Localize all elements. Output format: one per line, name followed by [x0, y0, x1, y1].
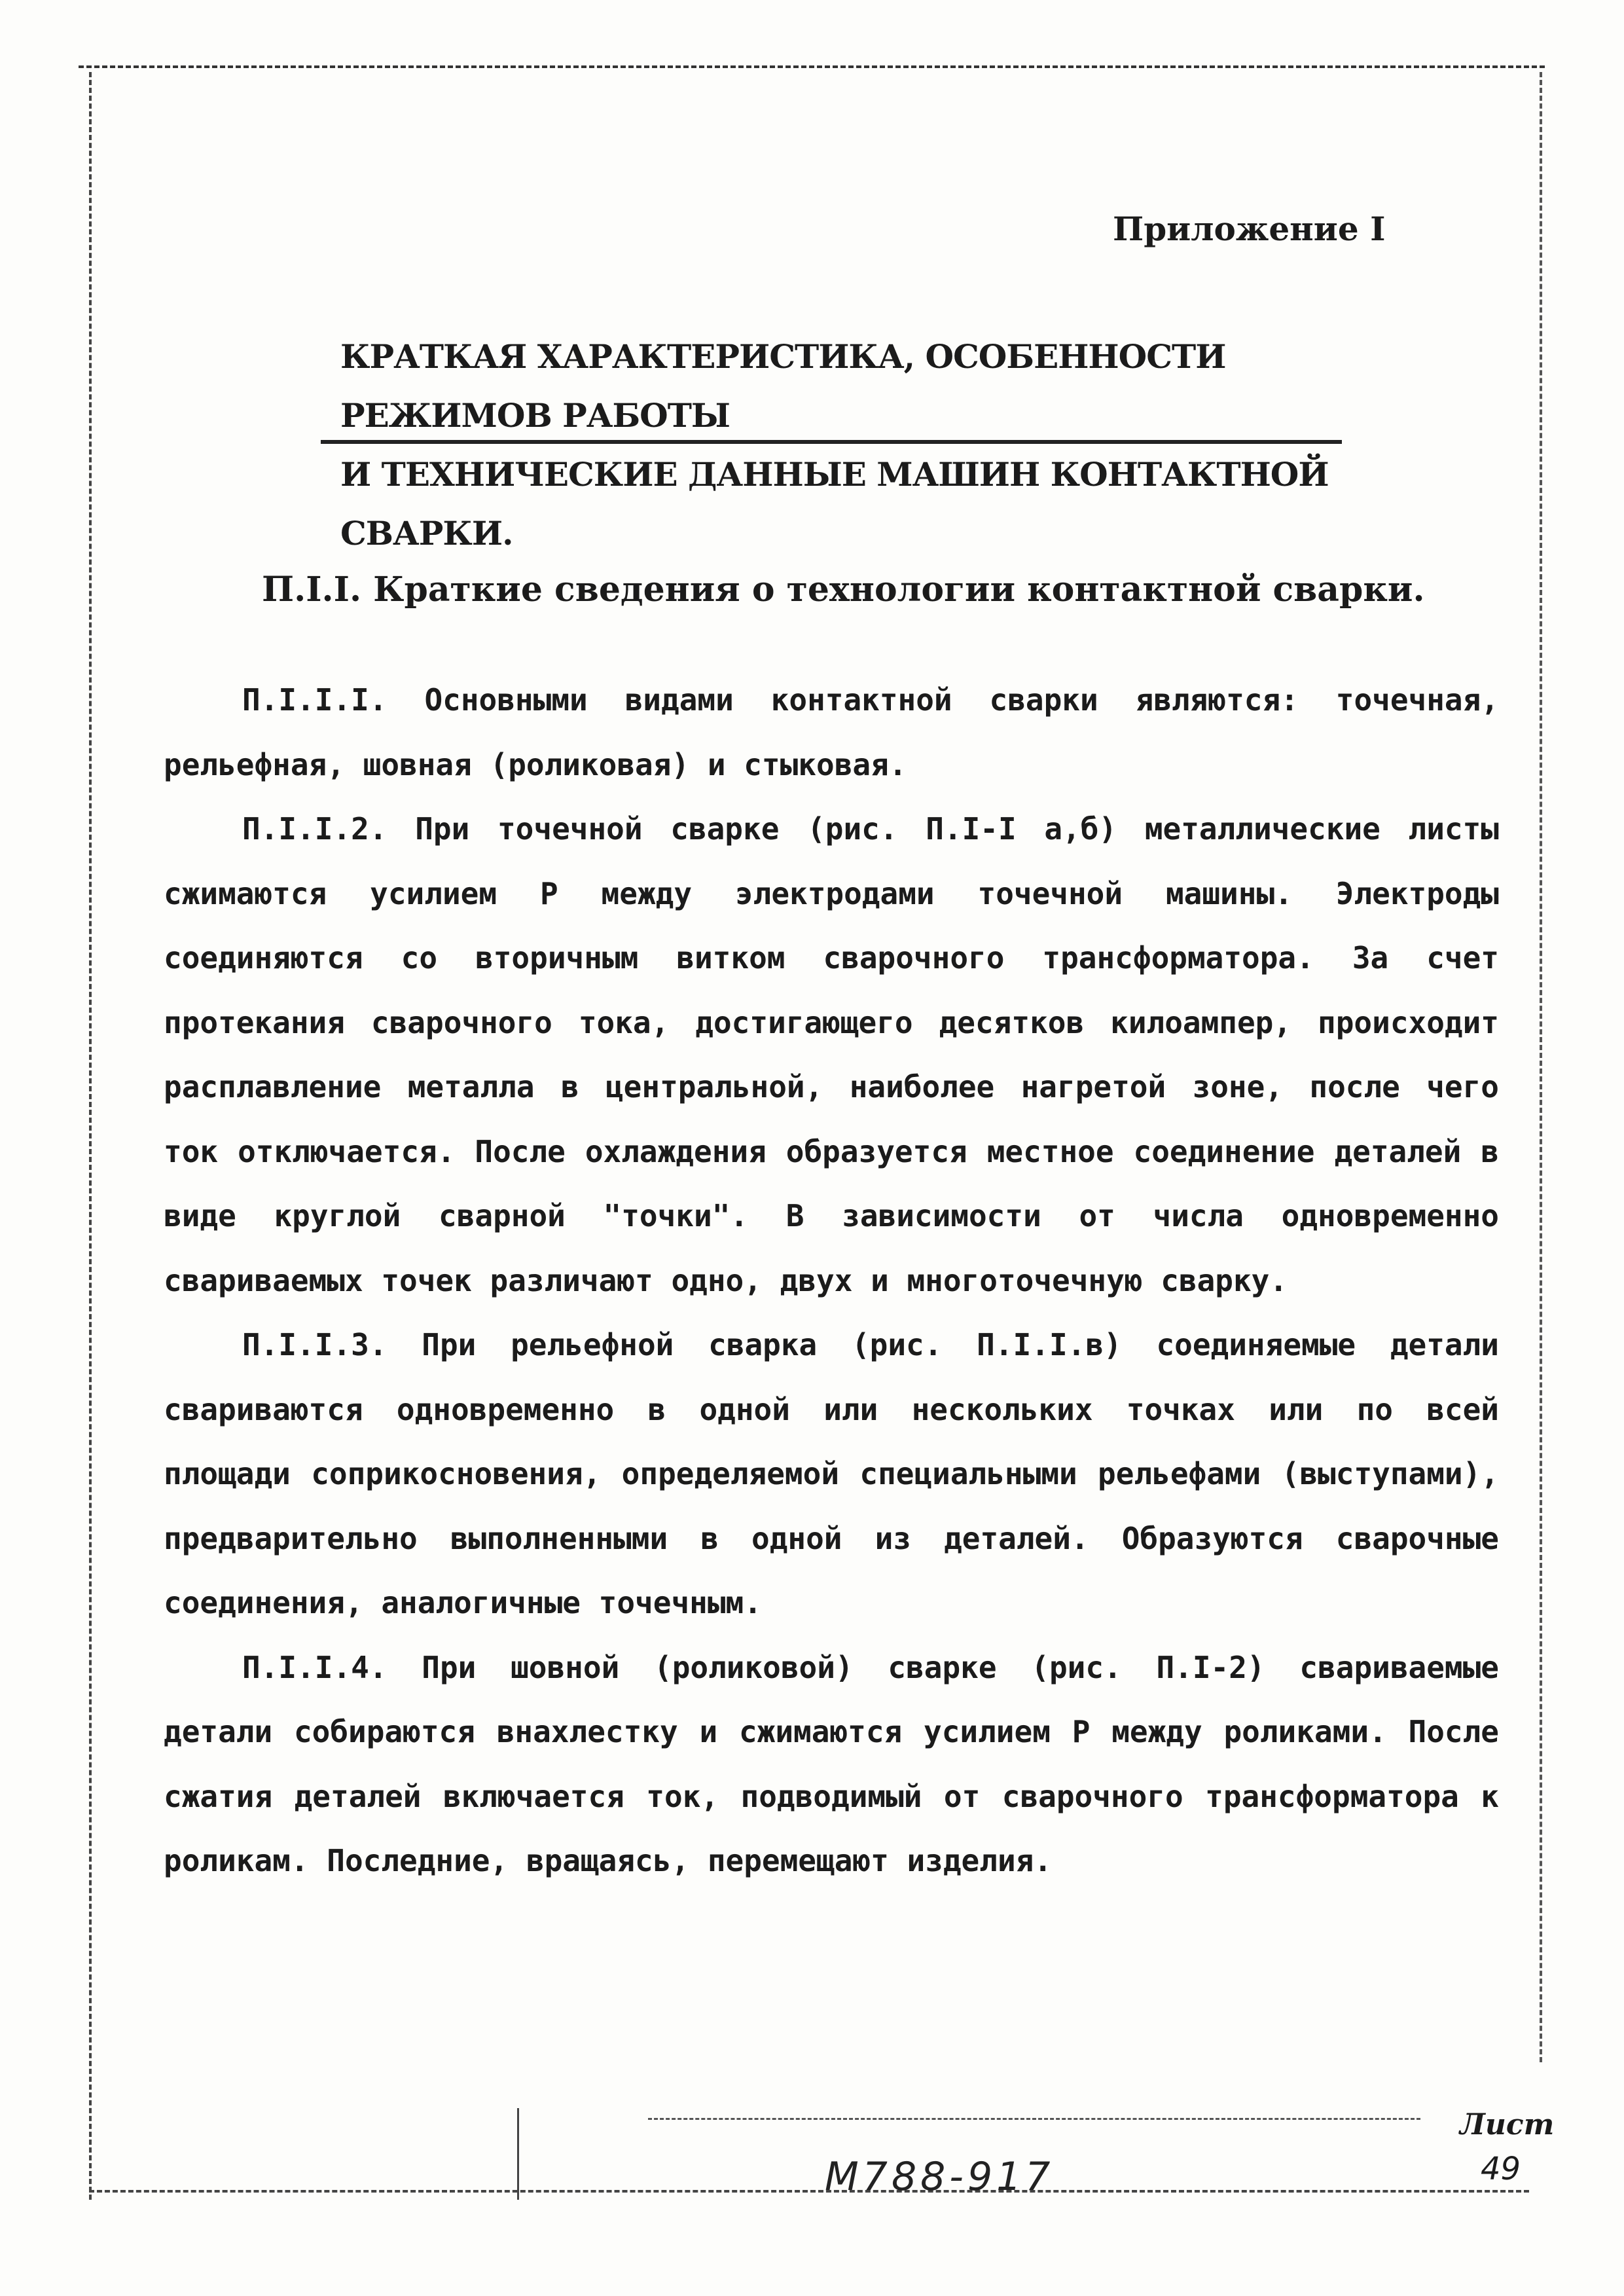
section-heading: П.I.I. Краткие сведения о технологии контактной сварки. [262, 570, 1425, 610]
frame-left-border [89, 72, 92, 2200]
appendix-label: Приложение I [1113, 210, 1386, 248]
sheet-label: Лист [1460, 2108, 1555, 2141]
paragraph-1: П.I.I.I. Основными видами контактной сварки являются: точечная, рельефная, шовная (роликовая) и стыковая. [164, 682, 1499, 782]
paragraph-3: П.I.I.3. При рельефной сварка (рис. П.I.I.в) соединяемые детали свариваются одновременно в одной или нескольких точках или по всей площади соприкосновения, определяемой специальными рельефами (выступами), предварительно выполненными в одной из деталей. Образуются сварочные соединения, аналогичные точечным. [164, 1327, 1499, 1620]
frame-right-border [1540, 72, 1542, 2062]
document-title [340, 327, 1362, 563]
stamp-separator [517, 2108, 519, 2200]
title-line-1: КРАТКАЯ ХАРАКТЕРИСТИКА, ОСОБЕННОСТИ РЕЖИМОВ РАБОТЫ [340, 337, 1226, 435]
paragraph-2: П.I.I.2. При точечной сварке (рис. П.I-I а,б) металлические листы сжимаются усилием Р между электродами точечной машины. Электроды соединяются со вторичным витком сварочного трансформатора. За счет протекания сварочного тока, достигающего десятков килоампер, происходит расплавление металла в центральной, наиболее нагретой зоне, после чего ток отключается. После охлаждения образуется местное соединение деталей в виде круглой сварной "точки". В зависимости от числа одновременно свариваемых точек различают одно, двух и многоточечную сварку. [164, 811, 1499, 1298]
sheet-number: 49 [1481, 2151, 1521, 2187]
document-code: М788-917 [825, 2154, 1055, 2200]
body-text [164, 668, 1499, 1893]
paragraph-4: П.I.I.4. При шовной (роликовой) сварке (рис. П.I-2) свариваемые детали собираются внахлестку и сжимаются усилием Р между роликами. После сжатия деталей включается ток, подводимый от сварочного трансформатора к роликам. Последние, вращаясь, перемещают изделия. [164, 1649, 1499, 1878]
title-underline [321, 440, 1342, 444]
title-line-2: И ТЕХНИЧЕСКИЕ ДАННЫЕ МАШИН КОНТАКТНОЙ СВАРКИ. [340, 455, 1329, 553]
stamp-top-rule [648, 2118, 1420, 2120]
frame-top-border [79, 65, 1545, 68]
frame-bottom-border [89, 2190, 1529, 2193]
